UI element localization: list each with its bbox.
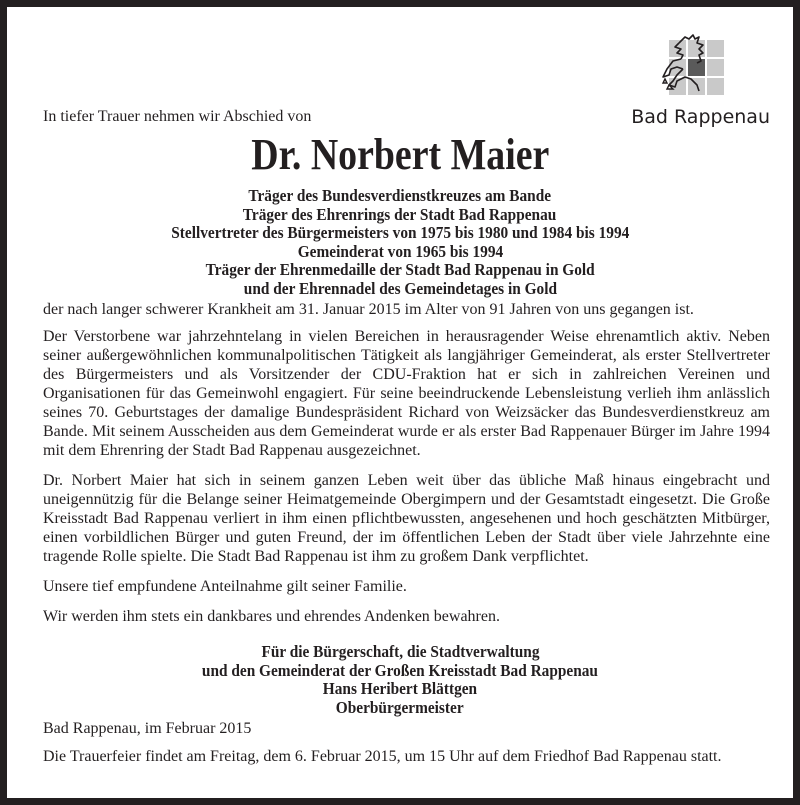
city-wordmark: Bad Rappenau: [631, 106, 770, 128]
place-date: Bad Rappenau, im Februar 2015: [43, 720, 252, 737]
death-notice: der nach langer schwerer Krankheit am 31. Januar 2015 im Alter von 91 Jahren von uns gegangen ist.: [43, 301, 694, 318]
paragraph-achievements: Der Verstorbene war jahrzehntelang in vielen Bereichen in herausragender Weise ehrenamtlich aktiv. Neben seiner außergewöhnlichen kommunalpolitischen Tätigkeit als langjähriger Gemeinderat, als erster Stellvertreter des Bürgermeisters und als Vorsitzender der CDU-Fraktion hat er sich in zahlreichen Vereinen und Organisationen für das Gemeinwohl engagiert. Für seine beeindruckende Lebensleistung verlieh ihm anlässlich seines 70. Geburtstages der damalige Bundespräsident Richard von Weizsäcker das Bundesverdienstkreuz am Bande. Mit seinem Ausscheiden aus dem Gemeinderat wurde er als erster Bad Rappenauer Bürger im Jahre 1994 mit dem Ehrenring der Stadt Bad Rappenau ausgezeichnet.: [43, 328, 770, 459]
paragraph-tribute: Dr. Norbert Maier hat sich in seinem ganzen Leben weit über das übliche Maß hinaus eingebracht und uneigennützig für die Belange seiner Heimatgemeinde Obergimpern und der Gesamtstadt eingesetzt. Die Große Kreisstadt Bad Rappenau verliert in ihm einen pflichtbewussten, angesehenen und hoch geschätzten Mitbürger, einen vorbildlichen Bürger und guten Freund, der im öffentlichen Leben der Stadt über viele Jahrzehnte eine tragende Rolle spielte. Die Stadt Bad Rappenau ist ihm zu großem Dank verpflichtet.: [43, 472, 770, 565]
honor-line: Stellvertreter des Bürgermeisters von 1975 bis 1980 und 1984 bis 1994: [170, 223, 630, 243]
signature-line: Für die Bürgerschaft, die Stadtverwaltung: [260, 642, 540, 661]
remembrance-line: Wir werden ihm stets ein dankbares und ehrendes Andenken bewahren.: [43, 608, 500, 625]
signature-block: [7, 643, 793, 717]
honor-line: Träger des Ehrenrings der Stadt Bad Rappenau: [243, 204, 557, 224]
city-logo: [617, 33, 772, 133]
funeral-notice: Die Trauerfeier findet am Freitag, dem 6. Februar 2015, um 15 Uhr auf dem Friedhof Bad Rappenau statt.: [43, 748, 722, 765]
horse-icon: [657, 33, 717, 97]
signature-line: und den Gemeinderat der Großen Kreisstadt Bad Rappenau: [201, 660, 599, 680]
honor-line: Träger des Bundesverdienstkreuzes am Bande: [248, 186, 552, 205]
intro-line: In tiefer Trauer nehmen wir Abschied von: [43, 108, 312, 125]
honor-line: Träger der Ehrenmedaille der Stadt Bad Rappenau in Gold: [205, 260, 595, 280]
deceased-name: Dr. Norbert Maier: [250, 130, 550, 179]
condolence-line: Unsere tief empfundene Anteilnahme gilt seiner Familie.: [43, 578, 407, 595]
honors-list: [7, 187, 793, 299]
honor-line: und der Ehrennadel des Gemeindetages in Gold: [243, 278, 557, 298]
signature-title: Oberbürgermeister: [336, 697, 464, 717]
honor-line: Gemeinderat von 1965 bis 1994: [297, 241, 503, 261]
signature-name: Hans Heribert Blättgen: [322, 679, 478, 698]
